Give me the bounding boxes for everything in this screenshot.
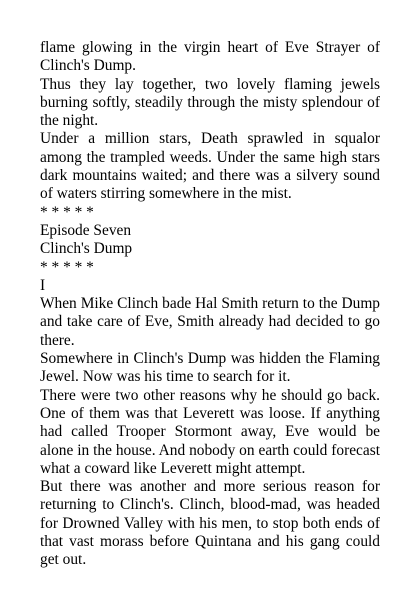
paragraph: Somewhere in Clinch's Dump was hidden the Flaming Jewel. Now was his time to search for it. [40,350,380,386]
episode-subtitle: Clinch's Dump [40,240,133,258]
paragraph: Thus they lay together, two lovely flaming jewels burning softly, steadily through the misty splendour of the night. [40,75,380,130]
scene-separator: * * * * * [40,258,94,276]
section-number: I [40,276,46,294]
paragraph: But there was another and more serious reason for returning to Clinch's. Clinch, blood-mad, was headed for Drowned Valley with his men, to stop both ends of that vast morass before Quintana and his gang could get out. [40,478,380,569]
episode-title: Episode Seven [40,221,132,239]
paragraph: There were two other reasons why he should go back. One of them was that Leverett was loose. If anything had called Trooper Stormont away, Eve would be alone in the house. And nobody on earth could forecast what a coward like Leverett might attempt. [40,386,380,477]
scene-separator: * * * * * [40,203,94,221]
paragraph: flame glowing in the virgin heart of Eve Strayer of Clinch's Dump. [40,39,380,75]
paragraph: Under a million stars, Death sprawled in squalor among the trampled weeds. Under the same high stars dark mountains waited; and there was a silvery sound of waters stirring somewhere in the mist. [40,130,380,203]
document-page [40,39,380,570]
paragraph: When Mike Clinch bade Hal Smith return to the Dump and take care of Eve, Smith already had decided to go there. [40,295,380,349]
